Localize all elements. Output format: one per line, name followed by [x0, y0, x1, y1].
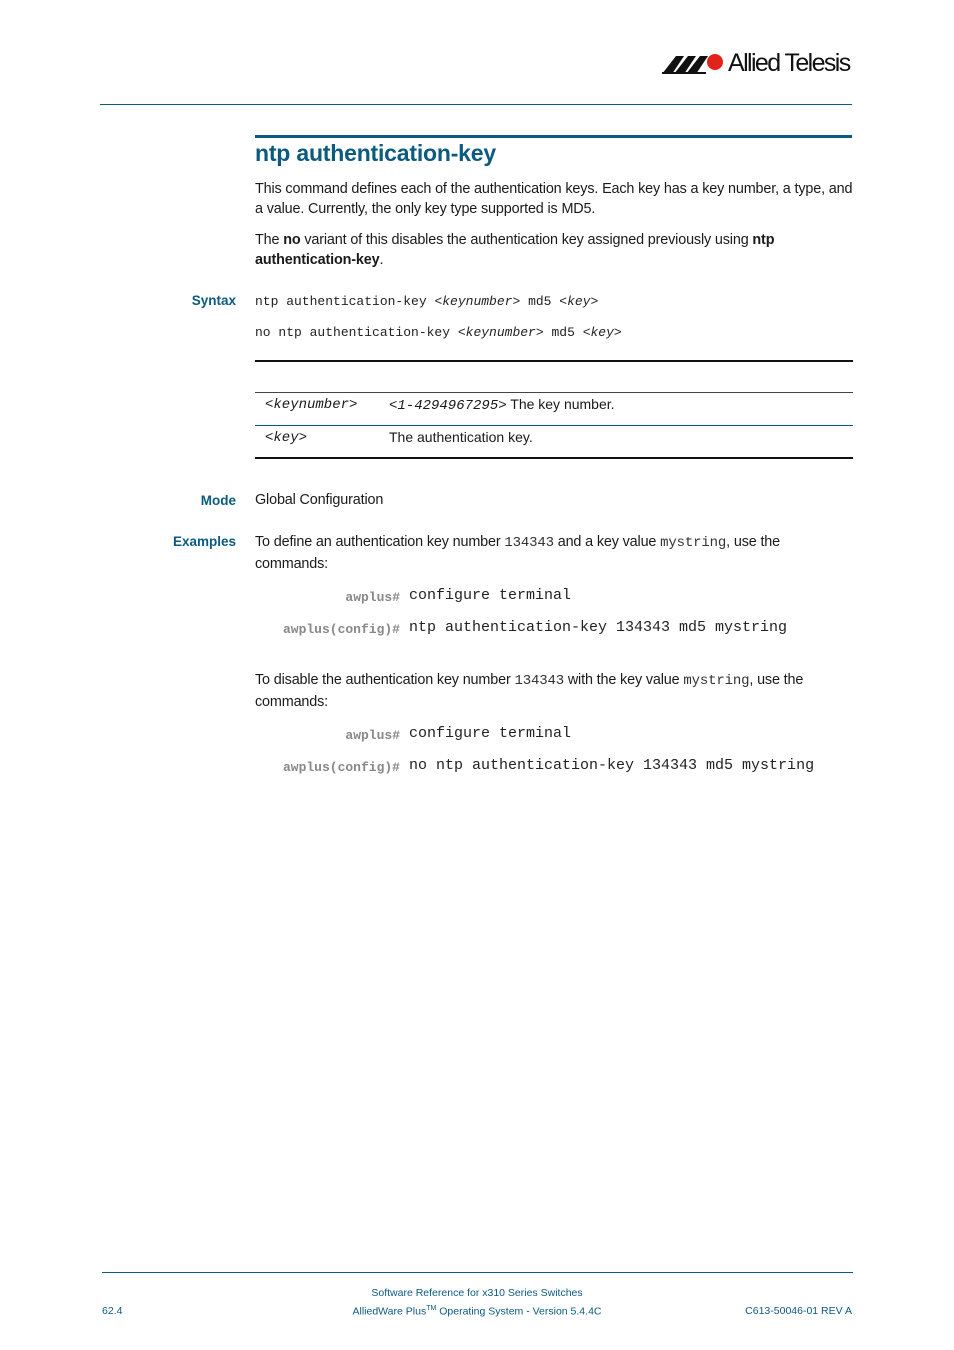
param-range: <1-4294967295> [389, 398, 507, 414]
syntax-cmd: md5 [543, 325, 583, 340]
syntax-arg: <key> [582, 325, 622, 340]
intro-paragraph: This command defines each of the authentication keys. Each key has a key number, a type, and a value. Currently, the only key type supported is MD5. [255, 181, 853, 217]
text: variant of this disables the authentication key assigned previously using [300, 232, 753, 248]
bold-no: no [283, 232, 301, 248]
text: The [255, 232, 284, 248]
syntax-cmd: md5 [520, 294, 560, 309]
text: To define an authentication key number [255, 534, 505, 550]
text: To disable the authentication key number [255, 672, 515, 688]
example-1-description [255, 532, 855, 575]
cli-prompt: awplus(config)# [282, 622, 400, 637]
inline-code: mystring [660, 535, 727, 551]
example-2-description [255, 670, 855, 713]
page-title: ntp authentication-key [255, 140, 496, 166]
examples-label: Examples [172, 534, 236, 549]
text: . [379, 251, 384, 268]
table-header-rule [255, 392, 853, 393]
cli-command: ntp authentication-key 134343 md5 mystring [409, 619, 788, 636]
allied-telesis-logo [662, 48, 854, 82]
document-id: C613-50046-01 REV A [745, 1305, 852, 1317]
inline-code: 134343 [504, 535, 554, 551]
syntax-label: Syntax [191, 293, 236, 308]
text: , use the commands: [255, 672, 804, 710]
text: AlliedWare Plus [352, 1305, 427, 1318]
table-cell-param: <keynumber> [265, 397, 358, 413]
cli-command: no ntp authentication-key 134343 md5 mystring [409, 757, 815, 774]
syntax-line-2 [255, 325, 622, 340]
footer-doc-title: Software Reference for x310 Series Switches [371, 1287, 583, 1299]
mode-value: Global Configuration [255, 492, 384, 508]
inline-code: 134343 [514, 673, 564, 689]
syntax-arg: <keynumber> [434, 294, 521, 309]
syntax-line-1 [255, 294, 598, 309]
cli-prompt: awplus# [345, 590, 400, 605]
mode-label: Mode [200, 493, 236, 508]
table-cell-desc [389, 396, 615, 414]
table-row-divider [255, 425, 853, 426]
syntax-arg: <key> [559, 294, 599, 309]
text: Operating System - Version 5.4.4C [436, 1305, 602, 1318]
table-cell-param: <key> [265, 430, 308, 446]
table-top-rule [255, 360, 853, 362]
param-desc: The key number. [506, 396, 615, 412]
logo-mark-icon [662, 48, 728, 82]
text: and a key value [553, 534, 661, 550]
cli-prompt: awplus(config)# [282, 760, 400, 775]
cli-command: configure terminal [409, 725, 572, 742]
cli-prompt: awplus# [345, 728, 400, 743]
text: , use the commands: [255, 534, 781, 572]
logo-wordmark: Allied Telesis [728, 49, 850, 77]
syntax-cmd: no ntp authentication-key [255, 325, 458, 340]
trademark: TM [426, 1305, 437, 1312]
cli-command: configure terminal [409, 587, 572, 604]
header-divider [100, 104, 852, 105]
table-bottom-rule [255, 457, 853, 459]
title-rule [255, 135, 852, 138]
syntax-cmd: ntp authentication-key [255, 294, 435, 309]
page-number: 62.4 [102, 1305, 123, 1317]
footer-divider [102, 1272, 853, 1273]
table-cell-desc: The authentication key. [389, 429, 533, 445]
text: with the key value [563, 672, 684, 688]
bold-command: ntp authentication-key [255, 232, 775, 268]
no-variant-paragraph [255, 231, 855, 270]
syntax-arg: <keynumber> [457, 325, 544, 340]
inline-code: mystring [683, 673, 750, 689]
